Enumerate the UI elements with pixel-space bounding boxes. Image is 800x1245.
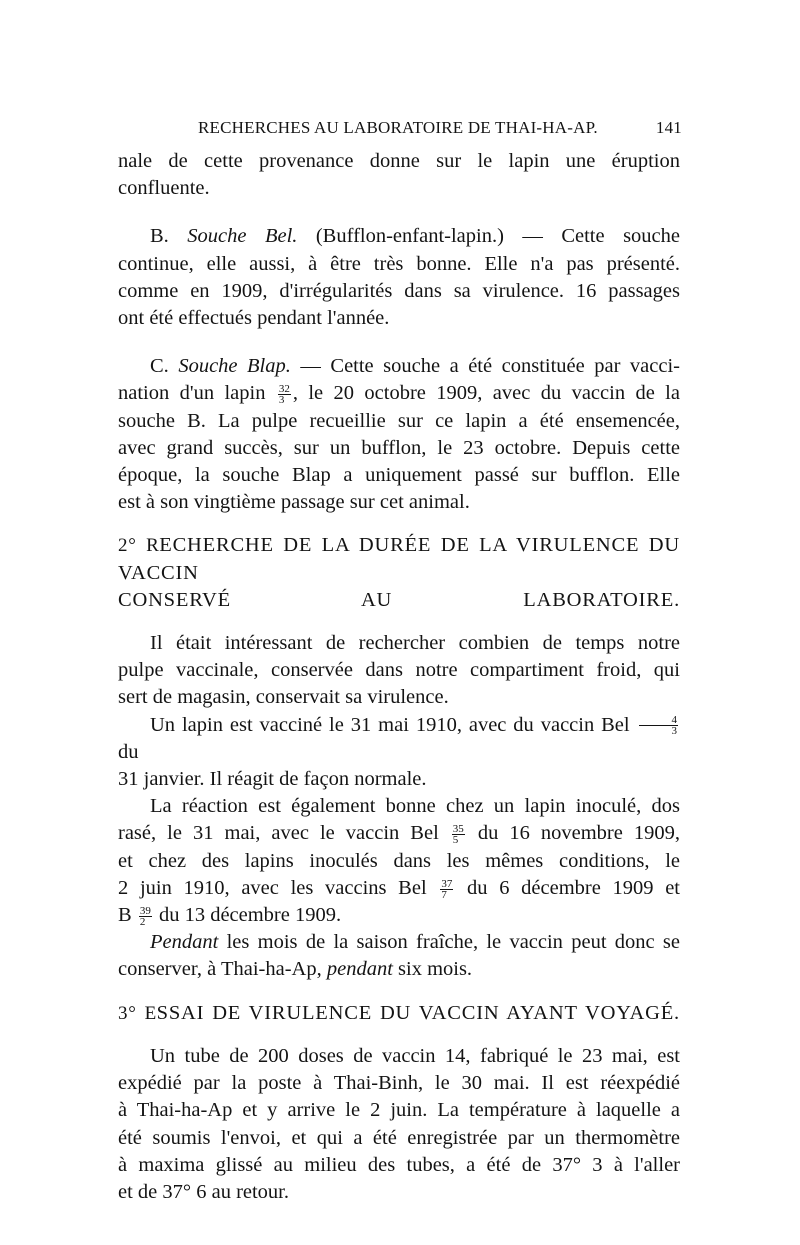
section-number: 2° xyxy=(118,535,137,557)
text-run: , le 20 octobre 1909, avec du vaccin de la xyxy=(292,382,680,405)
section-heading-3 xyxy=(118,1000,680,1027)
text-run: du 16 novembre 1909, xyxy=(466,822,680,845)
text-line: confluente. xyxy=(118,177,210,200)
heading-text: SSAI DE VIRULENCE DU VACCIN AYANT VOYAGÉ. xyxy=(156,1001,680,1024)
text-line: époque, la souche Blap a uniquement passé sur bufflon. Elle xyxy=(118,464,680,487)
text-line: Il était intéressant de rechercher combien de temps notre xyxy=(150,632,680,655)
section-number: 3° xyxy=(118,1002,137,1024)
fraction xyxy=(440,879,453,900)
text-run: conserver, à Thai-ha-Ap, xyxy=(118,958,327,981)
text-run: 2 juin 1910, avec les vaccins Bel xyxy=(118,876,439,899)
text-run: — Cette souche a été constituée par vacci- xyxy=(290,355,680,378)
fraction-denominator: 3 xyxy=(671,725,677,738)
text-line: avec grand succès, sur un bufflon, le 23 octobre. Depuis cette xyxy=(118,436,680,459)
text-line xyxy=(118,929,680,956)
text-line: continue, elle aussi, à être très bonne. Elle n'a pas présenté. xyxy=(118,252,680,275)
fraction-numerator: 32 xyxy=(278,383,290,396)
heading-initial: E xyxy=(144,1002,157,1024)
text-run: du xyxy=(118,740,139,763)
paragraph-souche-blap xyxy=(118,353,680,516)
fraction-numerator: 4 xyxy=(639,715,679,726)
text-line xyxy=(118,353,680,380)
text-line xyxy=(118,956,680,983)
text-line: comme en 1909, d'irrégularités dans sa virulence. 16 passages xyxy=(118,279,680,302)
text-run: B xyxy=(118,904,137,927)
text-run: nation d'un lapin xyxy=(118,382,276,405)
text-run: rasé, le 31 mai, avec le vaccin Bel xyxy=(118,822,450,845)
heading-initial: R xyxy=(146,535,160,557)
text-line xyxy=(118,875,680,902)
souche-name: Souche Bel. xyxy=(187,225,298,248)
fraction-denominator: 3 xyxy=(278,394,285,407)
text-run: du 6 décembre 1909 et xyxy=(455,876,680,899)
page-number: 141 xyxy=(655,118,682,137)
fraction-numerator: 37 xyxy=(441,877,453,890)
text-run: du 13 décembre 1909. xyxy=(153,904,342,927)
text-line: nale de cette provenance donne sur le lapin une éruption xyxy=(118,150,680,172)
text-line xyxy=(118,223,680,250)
text-line: et chez des lapins inoculés dans les mêmes conditions, le xyxy=(118,849,680,872)
running-title: RECHERCHES AU LABORATOIRE DE THAI-HA-AP. xyxy=(198,118,598,137)
item-label: C. xyxy=(150,355,179,378)
heading-text: ECHERCHE DE LA DURÉE DE LA VIRULENCE DU VACCIN xyxy=(118,534,680,584)
emphasis: Pendant xyxy=(150,931,219,954)
text-line: La réaction est également bonne chez un lapin inoculé, dos xyxy=(150,795,680,818)
fraction-numerator: 39 xyxy=(139,904,151,917)
item-label: B. xyxy=(150,225,188,248)
emphasis: pendant xyxy=(326,958,393,981)
text-line xyxy=(118,820,680,847)
text-run: Un lapin est vacciné le 31 mai 1910, avec du vaccin Bel xyxy=(150,713,637,736)
text-line xyxy=(118,712,680,766)
paragraph-continuation xyxy=(118,148,680,202)
body-text xyxy=(118,148,680,1206)
heading-line xyxy=(118,1000,680,1027)
text-line: 31 janvier. Il réagit de façon normale. xyxy=(118,768,427,791)
text-line xyxy=(118,380,680,407)
text-line: à maxima glissé au milieu des tubes, a été de 37° 3 à l'aller xyxy=(118,1153,680,1176)
heading-line: CONSERVÉ AU LABORATOIRE. xyxy=(118,588,680,611)
fraction-denominator: 2 xyxy=(139,915,146,928)
text-line: ont été effectués pendant l'année. xyxy=(118,307,390,330)
section-2-body xyxy=(118,630,680,984)
fraction-numerator: 35 xyxy=(452,823,464,836)
text-line: est à son vingtième passage sur cet animal. xyxy=(118,491,470,514)
text-line: Un tube de 200 doses de vaccin 14, fabriqué le 23 mai, est xyxy=(150,1044,680,1067)
text-line: à Thai-ha-Ap et y arrive le 2 juin. La température à laquelle a xyxy=(118,1099,680,1122)
fraction xyxy=(278,384,291,405)
section-heading-2 xyxy=(118,532,680,614)
text-run: les mois de la saison fraîche, le vaccin peut donc se xyxy=(218,931,680,954)
fraction xyxy=(139,906,152,927)
heading-line xyxy=(118,532,680,586)
text-line: sert de magasin, conservait sa virulence. xyxy=(118,686,449,709)
fraction xyxy=(452,824,465,845)
text-line: et de 37° 6 au retour. xyxy=(118,1180,290,1203)
text-line xyxy=(118,902,680,929)
text-line: souche B. La pulpe recueillie sur ce lapin a été ensemencée, xyxy=(118,409,680,432)
running-header xyxy=(198,118,682,140)
fraction-denominator: 7 xyxy=(441,888,447,901)
text-line: pulpe vaccinale, conservée dans notre compartiment froid, qui xyxy=(118,659,680,682)
fraction-denominator: 5 xyxy=(452,834,459,847)
text-line: été soumis l'envoi, et qui a été enregistrée par un thermomètre xyxy=(118,1126,680,1149)
text-run: six mois. xyxy=(392,958,473,981)
souche-name: Souche Blap. xyxy=(178,355,291,378)
fraction xyxy=(639,715,679,736)
text-run: (Bufflon-enfant-lapin.) — Cette souche xyxy=(297,225,680,248)
text-line: expédié par la poste à Thai-Binh, le 30 mai. Il est réexpédié xyxy=(118,1072,680,1095)
section-3-body xyxy=(118,1043,680,1206)
paragraph-souche-bel xyxy=(118,223,680,332)
